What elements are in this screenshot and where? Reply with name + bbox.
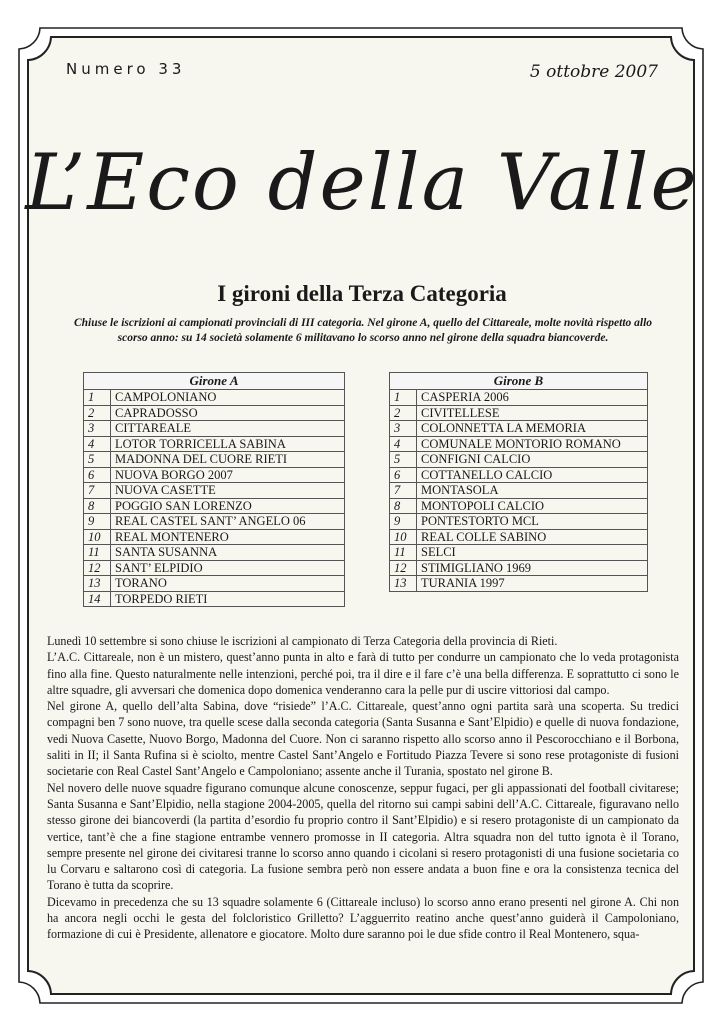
team-cell: CAMPOLONIANO (111, 390, 345, 406)
rank-cell: 5 (390, 452, 417, 468)
team-cell: CASPERIA 2006 (417, 390, 648, 406)
team-cell: MONTASOLA (417, 483, 648, 499)
table-row (84, 529, 345, 545)
rank-cell: 1 (84, 390, 111, 406)
rank-cell: 10 (390, 529, 417, 545)
rank-cell: 13 (84, 576, 111, 592)
rank-cell: 10 (84, 529, 111, 545)
team-cell: CIVITELLESE (417, 405, 648, 421)
article-title: I gironi della Terza Categoria (217, 281, 507, 306)
table-row (390, 529, 648, 545)
table-row (390, 545, 648, 561)
table-row (390, 514, 648, 530)
table-row (84, 514, 345, 530)
article-subtitle: Chiuse le iscrizioni ai campionati provinciali di III categoria. Nel girone A, quello del Cittareale, molte novità rispetto allo scorso anno: su 14 società solamente 6 militavano lo scorso anno nel girone della squadra biancoverde. (73, 317, 653, 344)
article-paragraph: Nel girone A, quello dell’alta Sabina, dove “risiede” l’A.C. Cittareale, quest’anno ogni partita sarà una scoperta. Su tredici compagni ben 7 sono nuove, tra quelle scese dalla seconda categoria (Santa Susanna e Sant’Elpidio) e quelle di nuova fondazione, vedi Nuova Casette, Nuovo Borgo, Madonna del Cuore. Non ci saranno rispetto allo scorso anno il Pescorocchiano e il Borbona, saliti in II; il Santa Rufina si è sciolto, mentre Castel Sant’Angelo e Fortitudo Piazza Tevere si sono rese protagoniste di fusioni societarie con Real Castel Sant’Angelo e Campoloniano; assente anche il Turania, spostato nel girone B. (47, 699, 679, 779)
rank-cell: 1 (390, 390, 417, 406)
table-row (84, 467, 345, 483)
masthead-title: L’Eco della Valle (25, 138, 699, 228)
team-cell: NUOVA CASETTE (111, 483, 345, 499)
team-cell: TORANO (111, 576, 345, 592)
issue-date: 5 ottobre 2007 (529, 62, 658, 82)
rank-cell: 14 (84, 591, 111, 607)
table-row (84, 421, 345, 437)
rank-cell: 3 (84, 421, 111, 437)
team-cell: REAL MONTENERO (111, 529, 345, 545)
table-row (390, 576, 648, 592)
rank-cell: 3 (390, 421, 417, 437)
table-row (84, 560, 345, 576)
team-cell: SANT’ ELPIDIO (111, 560, 345, 576)
rank-cell: 8 (84, 498, 111, 514)
table-row (390, 560, 648, 576)
team-cell: CAPRADOSSO (111, 405, 345, 421)
table-row (84, 405, 345, 421)
rank-cell: 13 (390, 576, 417, 592)
team-cell: MADONNA DEL CUORE RIETI (111, 452, 345, 468)
table-row (390, 436, 648, 452)
team-cell: COMUNALE MONTORIO ROMANO (417, 436, 648, 452)
team-cell: TORPEDO RIETI (111, 591, 345, 607)
rank-cell: 8 (390, 498, 417, 514)
article-paragraph: Lunedì 10 settembre si sono chiuse le iscrizioni al campionato di Terza Categoria della provincia di Rieti. (47, 634, 558, 648)
table-row (84, 483, 345, 499)
article-paragraph: L’A.C. Cittareale, non è un mistero, quest’anno punta in alto e farà di tutto per condurre un campionato che lo veda protagonista fino alla fine. Questo naturalmente nelle intenzioni, perché poi, tra il dire e il fare c’è una bella differenza. E soprattutto ci sono le altre squadre, gli avversari che domenica dopo domenica venderanno cara la pelle pur di uscire vittoriosi dal campo. (47, 650, 679, 697)
team-cell: PONTESTORTO MCL (417, 514, 648, 530)
table-row (390, 390, 648, 406)
team-cell: NUOVA BORGO 2007 (111, 467, 345, 483)
issue-number: Numero 33 (66, 60, 186, 78)
table-row (84, 498, 345, 514)
team-cell: COLONNETTA LA MEMORIA (417, 421, 648, 437)
rank-cell: 9 (84, 514, 111, 530)
rank-cell: 6 (84, 467, 111, 483)
rank-cell: 5 (84, 452, 111, 468)
rank-cell: 4 (84, 436, 111, 452)
table-row (84, 545, 345, 561)
rank-cell: 2 (390, 405, 417, 421)
rank-cell: 12 (390, 560, 417, 576)
table-row (84, 591, 345, 607)
team-cell: REAL CASTEL SANT’ ANGELO 06 (111, 514, 345, 530)
team-cell: POGGIO SAN LORENZO (111, 498, 345, 514)
rank-cell: 11 (390, 545, 417, 561)
table-row (390, 452, 648, 468)
rank-cell: 2 (84, 405, 111, 421)
team-cell: SANTA SUSANNA (111, 545, 345, 561)
team-cell: MONTOPOLI CALCIO (417, 498, 648, 514)
rank-cell: 6 (390, 467, 417, 483)
table-row (390, 467, 648, 483)
team-cell: SELCI (417, 545, 648, 561)
table-row (84, 576, 345, 592)
table-row (390, 498, 648, 514)
rank-cell: 7 (390, 483, 417, 499)
team-cell: TURANIA 1997 (417, 576, 648, 592)
article-body (47, 633, 679, 943)
team-cell: LOTOR TORRICELLA SABINA (111, 436, 345, 452)
team-cell: COTTANELLO CALCIO (417, 467, 648, 483)
girone-b-title: Girone B (390, 373, 648, 390)
article-paragraph: Nel novero delle nuove squadre figurano comunque alcune conoscenze, seppur fugaci, per gli appassionati del football civitarese; Santa Susanna e Sant’Elpidio, nella stagione 2004-2005, quella del ritorno sui campi sabini dell’A.C. Cittareale, figuravano nello stesso girone dei biancoverdi (la partita d’esordio fu proprio contro il Sant’Elpidio) e si resero protagoniste di un campionato da vertice, tant’è che a fine stagione entrambe vennero promosse in II categoria. Altra squadra non del tutto ignota è il Torano, sempre presente nel girone dei civitaresi tranne lo scorso anno quando i cicolani si resero protagonisti di una fusione societaria co lu Corvaru e saltarono così di categoria. La fusione sembra però non essere andata a buon fine e ora la consistenza tecnica del Torano è tutta da scoprire. (47, 780, 679, 893)
team-cell: REAL COLLE SABINO (417, 529, 648, 545)
rank-cell: 7 (84, 483, 111, 499)
table-row (84, 452, 345, 468)
table-row (390, 421, 648, 437)
table-row (390, 483, 648, 499)
table-row (84, 390, 345, 406)
rank-cell: 11 (84, 545, 111, 561)
team-cell: CITTAREALE (111, 421, 345, 437)
table-row (390, 405, 648, 421)
table-row (84, 436, 345, 452)
team-cell: STIMIGLIANO 1969 (417, 560, 648, 576)
article-paragraph: Dicevamo in precedenza che su 13 squadre solamente 6 (Cittareale incluso) lo scorso anno erano presenti nel girone A. Chi non ha ancora negli occhi le gesta del folcloristico Grilletto? L’agguerrito reatino anche quest’anno guiderà il Campoloniano, formazione di cui è Presidente, allenatore e giocatore. Molto dure saranno poi le due sfide contro il Real Montenero, squa- (47, 894, 679, 942)
rank-cell: 9 (390, 514, 417, 530)
rank-cell: 4 (390, 436, 417, 452)
team-cell: CONFIGNI CALCIO (417, 452, 648, 468)
girone-a-table (83, 372, 345, 607)
girone-a-title: Girone A (84, 373, 345, 390)
rank-cell: 12 (84, 560, 111, 576)
girone-b-table (389, 372, 648, 592)
